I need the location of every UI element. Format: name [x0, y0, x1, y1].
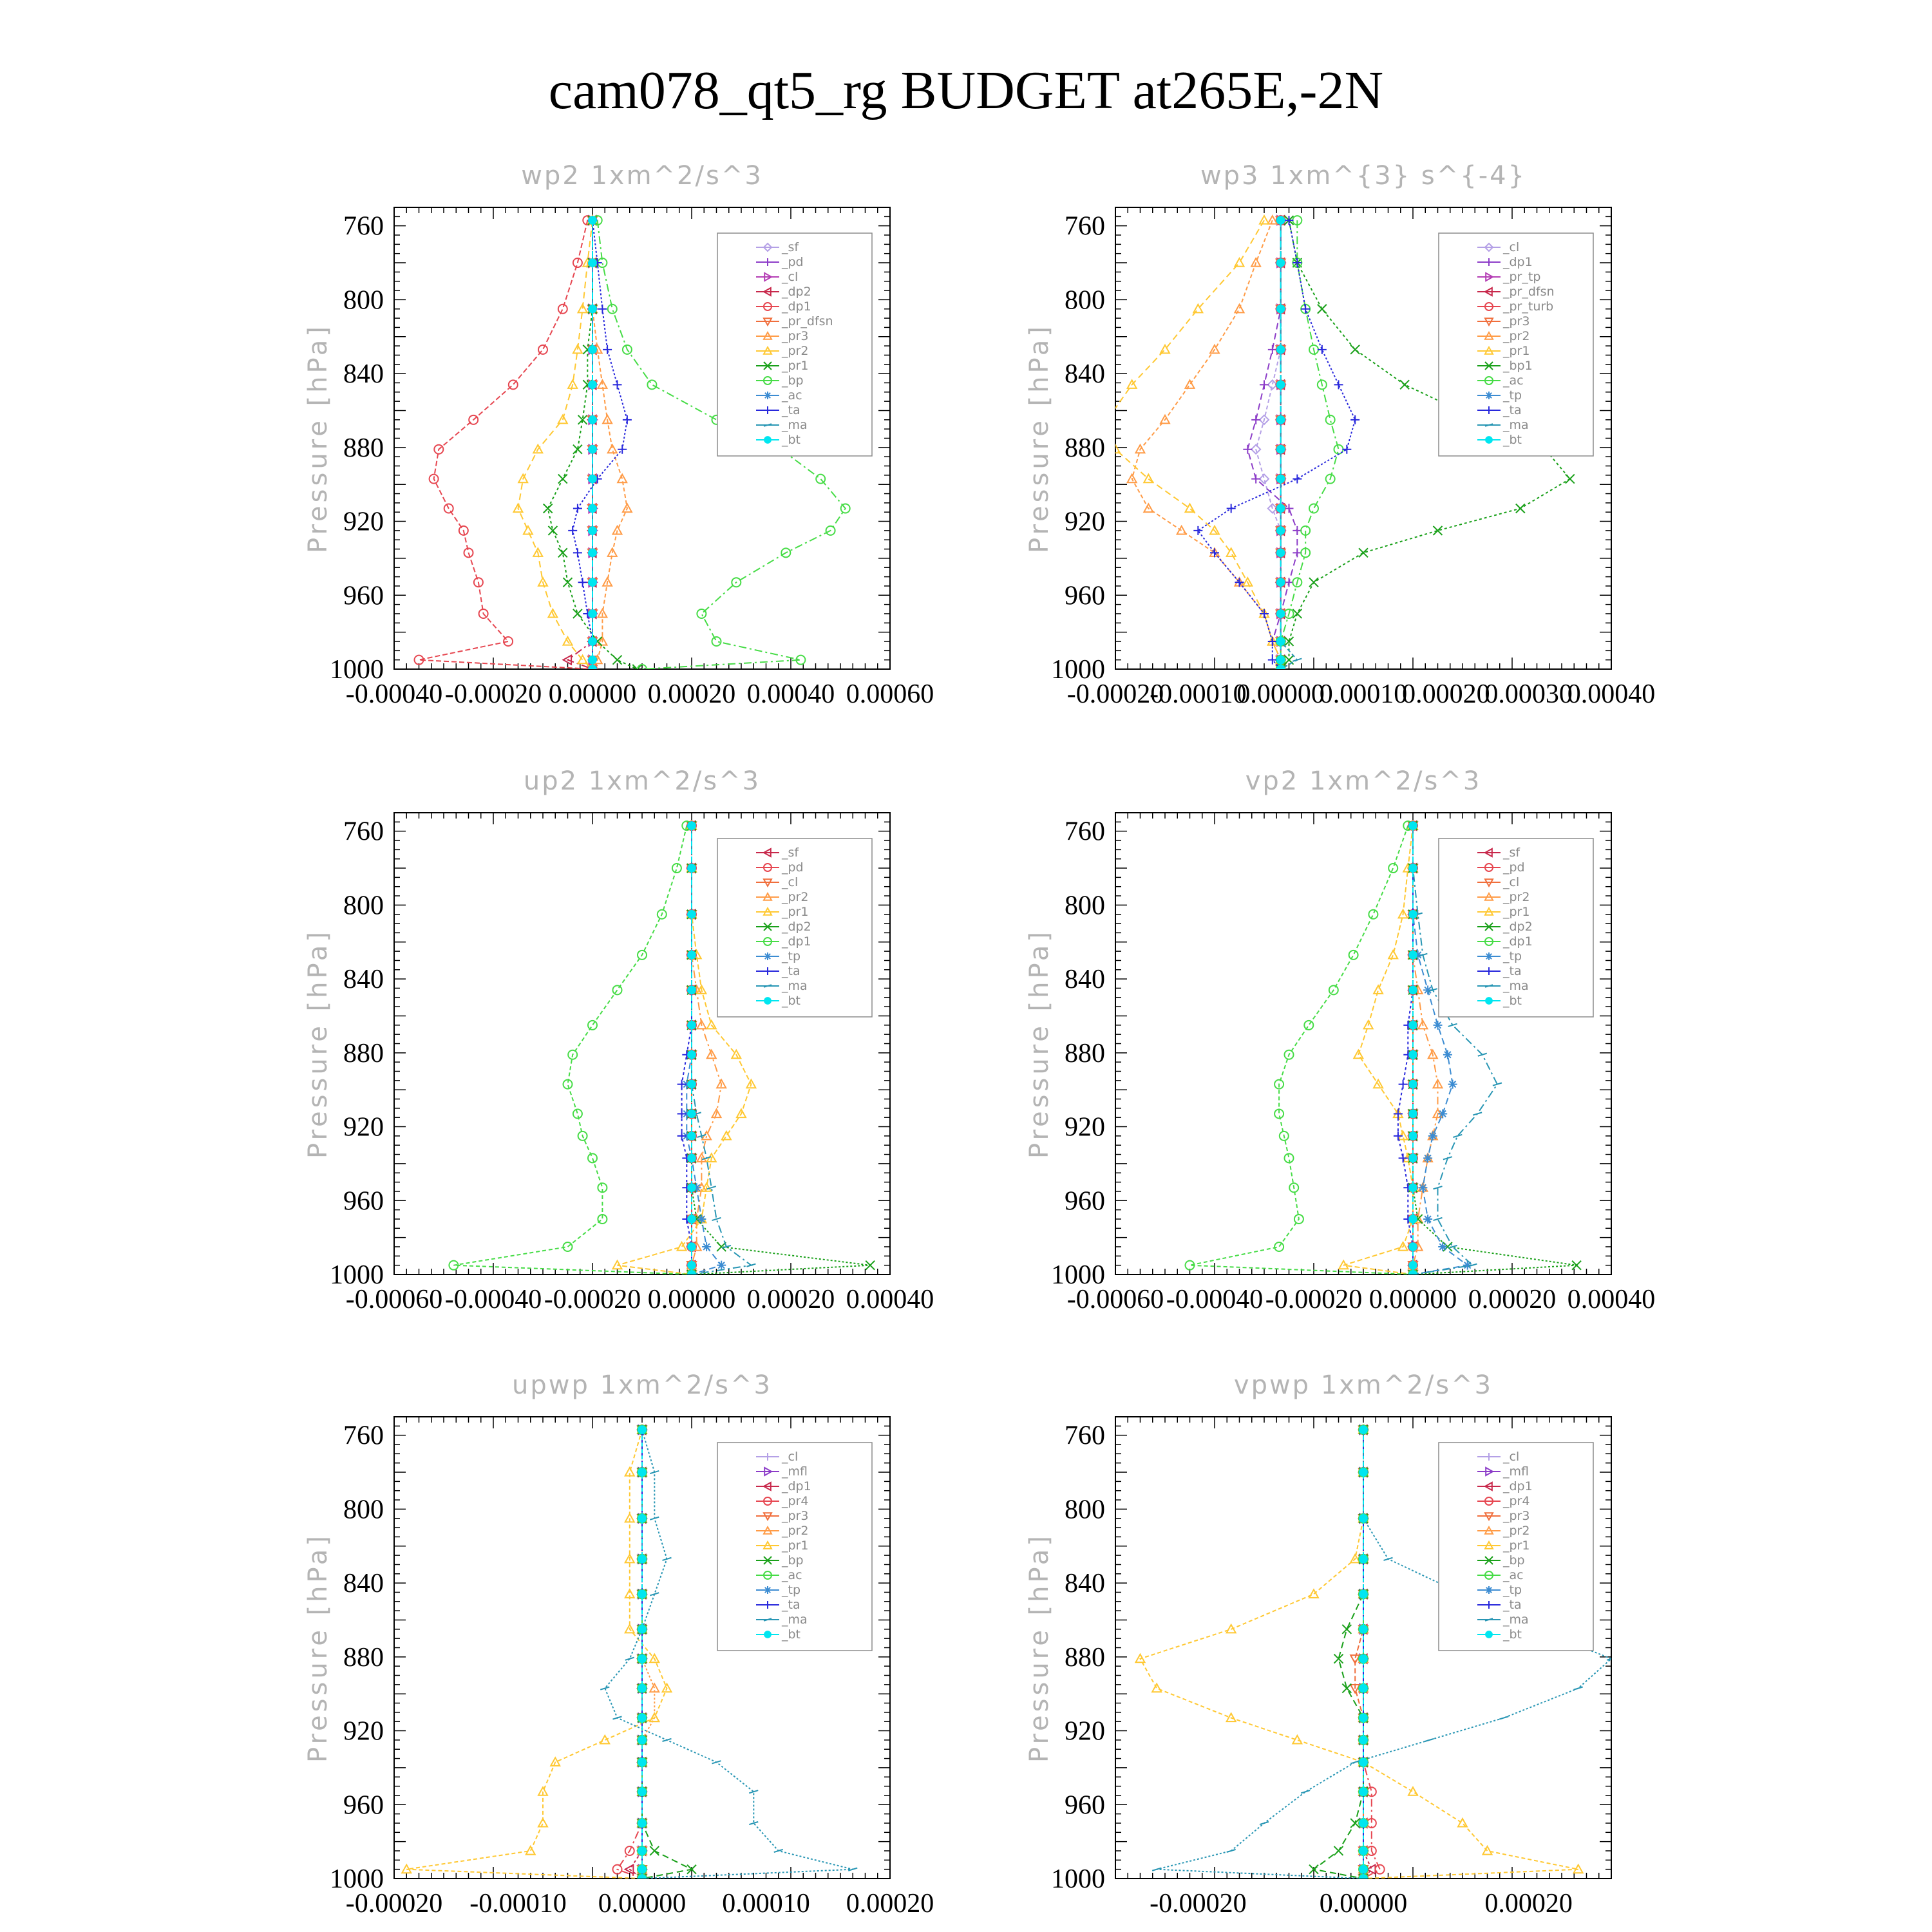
legend: [717, 838, 872, 1017]
legend-label: _cl: [1503, 1450, 1520, 1464]
data-point: [1276, 549, 1285, 557]
data-point: [1359, 1847, 1368, 1855]
legend-label: _pr2: [1503, 329, 1530, 343]
legend-label: _pr3: [1503, 1509, 1530, 1523]
y-tick-label: 960: [1065, 581, 1105, 611]
data-point: [1359, 1736, 1368, 1745]
y-tick-label: 840: [1065, 359, 1105, 390]
y-tick-label: 840: [343, 359, 384, 390]
legend-label: _pr1: [782, 1539, 809, 1553]
data-point: [1276, 610, 1285, 618]
legend-label: _pr3: [1503, 314, 1530, 328]
legend-label: _ta: [782, 403, 800, 417]
legend-label: _dp1: [782, 934, 811, 949]
legend-label: _pd: [782, 255, 804, 269]
data-point: [702, 1242, 711, 1251]
legend-label: _pr2: [782, 890, 809, 904]
data-point: [688, 1243, 696, 1251]
x-tick-label: -0.00020: [1265, 1285, 1363, 1314]
legend-label: _mfl: [782, 1464, 808, 1479]
y-tick-label: 800: [1065, 1495, 1105, 1525]
legend-marker: [1485, 392, 1493, 399]
legend-label: _pr_dfsn: [1503, 285, 1555, 299]
legend-label: _ac: [1503, 374, 1524, 388]
data-point: [1409, 951, 1417, 960]
data-point: [1409, 1132, 1417, 1141]
y-tick-label: 960: [343, 1186, 384, 1217]
legend: [1439, 838, 1593, 1017]
legend-label: _dp2: [782, 920, 811, 934]
data-point: [638, 1426, 647, 1434]
legend-label: _pd: [1503, 860, 1525, 875]
legend-label: _cl: [1503, 875, 1520, 889]
legend-label: _pr2: [782, 1524, 809, 1538]
data-point: [688, 822, 696, 830]
y-tick-label: 760: [1065, 211, 1105, 242]
legend-label: _bp1: [1503, 359, 1533, 373]
data-point: [1359, 1426, 1368, 1434]
legend-label: _ta: [782, 964, 800, 978]
legend-label: _ma: [782, 1613, 808, 1627]
data-point: [1276, 216, 1285, 225]
x-tick-label: -0.00020: [1066, 679, 1164, 709]
y-tick-label: 1000: [1051, 1864, 1105, 1894]
legend-label: _pr1: [1503, 344, 1530, 358]
legend-label: _bt: [1503, 994, 1522, 1008]
data-point: [1359, 1819, 1368, 1828]
x-tick-label: 0.00040: [846, 1285, 934, 1314]
legend-label: _dp1: [782, 299, 811, 314]
x-tick-label: 0.00020: [746, 1285, 835, 1314]
legend-label: _dp2: [1503, 920, 1533, 934]
legend-label: _pr_tp: [1503, 270, 1541, 284]
data-point: [1409, 986, 1417, 994]
x-tick-label: -0.00010: [1150, 679, 1247, 709]
y-tick-label: 920: [343, 507, 384, 537]
legend-label: _bt: [782, 1627, 801, 1642]
legend-label: _tp: [1503, 388, 1522, 402]
data-point: [1359, 1625, 1368, 1634]
legend: [1439, 233, 1593, 456]
y-tick-label: 960: [1065, 1790, 1105, 1821]
legend-marker: [1486, 437, 1493, 444]
data-point: [1409, 1184, 1417, 1192]
legend-label: _tp: [782, 1583, 801, 1597]
data-point: [1359, 1758, 1368, 1766]
x-tick-label: 0.00000: [647, 1285, 736, 1314]
data-point: [688, 1021, 696, 1030]
legend-marker: [764, 437, 772, 444]
x-tick-label: 0.00010: [722, 1889, 810, 1918]
data-point: [589, 656, 597, 664]
legend-label: _dp1: [782, 1479, 811, 1493]
x-tick-label: 0.00000: [1368, 1285, 1457, 1314]
y-tick-label: 880: [1065, 1642, 1105, 1672]
x-tick-label: -0.00020: [1150, 1889, 1247, 1918]
data-point: [638, 1847, 647, 1855]
data-point: [1276, 259, 1285, 267]
legend-label: _ma: [1503, 418, 1529, 432]
data-point: [1409, 910, 1417, 918]
data-point: [589, 346, 597, 354]
legend-label: _dp1: [1503, 255, 1533, 269]
data-point: [638, 1590, 647, 1598]
figure-title: cam078_qt5_rg BUDGET at265E,-2N: [548, 61, 1384, 120]
y-tick-label: 880: [343, 1038, 384, 1068]
data-point: [1409, 1050, 1417, 1059]
data-point: [638, 1736, 647, 1745]
y-tick-label: 1000: [330, 655, 384, 685]
data-point: [1276, 346, 1285, 354]
data-point: [688, 1261, 696, 1269]
legend-label: _bt: [782, 994, 801, 1008]
data-point: [1276, 305, 1285, 313]
legend-label: _sf: [1503, 846, 1520, 860]
data-point: [688, 910, 696, 918]
y-tick-label: 840: [343, 965, 384, 995]
y-tick-label: 880: [343, 1642, 384, 1672]
y-tick-label: 880: [1065, 433, 1105, 463]
data-point: [589, 475, 597, 483]
y-tick-label: 760: [1065, 817, 1105, 847]
legend-label: _ac: [1503, 1568, 1524, 1582]
legend-label: _ma: [782, 979, 808, 993]
data-point: [1418, 1183, 1427, 1192]
x-tick-label: 0.00060: [846, 679, 934, 709]
x-tick-label: 0.00040: [746, 679, 835, 709]
x-tick-label: 0.00000: [548, 679, 637, 709]
data-point: [638, 1788, 647, 1796]
data-point: [688, 1050, 696, 1059]
y-axis-label: Pressure [hPa]: [303, 929, 333, 1159]
legend-label: _pr1: [1503, 1539, 1530, 1553]
legend-marker: [764, 998, 772, 1005]
legend-label: _pr1: [782, 359, 809, 373]
legend-label: _bp: [782, 374, 804, 388]
legend-label: _tp: [782, 949, 801, 963]
x-tick-label: 0.00000: [1319, 1889, 1408, 1918]
data-point: [1359, 1514, 1368, 1522]
legend-marker: [1486, 998, 1493, 1005]
y-axis-label: Pressure [hPa]: [1025, 929, 1054, 1159]
x-tick-label: 0.00040: [1567, 679, 1656, 709]
legend-label: _pr1: [1503, 905, 1530, 919]
data-point: [1276, 475, 1285, 483]
x-tick-label: 0.00020: [1468, 1285, 1557, 1314]
data-point: [589, 578, 597, 587]
legend-label: _pr_dfsn: [782, 314, 833, 328]
y-tick-label: 960: [343, 581, 384, 611]
legend-label: _ma: [1503, 979, 1529, 993]
y-axis-label: Pressure [hPa]: [1025, 1533, 1054, 1763]
data-point: [638, 1468, 647, 1477]
legend-marker: [1485, 1586, 1493, 1594]
legend-label: _ta: [1503, 964, 1522, 978]
data-point: [589, 259, 597, 267]
legend-label: _pr4: [1503, 1494, 1530, 1508]
legend-label: _sf: [782, 846, 799, 860]
legend-label: _ta: [782, 1598, 800, 1612]
x-tick-label: -0.00040: [444, 1285, 542, 1314]
data-point: [638, 1758, 647, 1766]
data-point: [688, 1215, 696, 1224]
legend-label: _ma: [782, 418, 808, 432]
data-point: [1276, 504, 1285, 513]
x-tick-label: 0.00020: [846, 1889, 934, 1918]
x-tick-label: -0.00020: [544, 1285, 641, 1314]
data-point: [638, 1654, 647, 1663]
data-point: [589, 381, 597, 389]
data-point: [589, 305, 597, 313]
data-point: [638, 1714, 647, 1722]
y-tick-label: 1000: [1051, 655, 1105, 685]
legend-label: _pd: [782, 860, 804, 875]
y-tick-label: 800: [1065, 891, 1105, 921]
legend-label: _pr2: [1503, 1524, 1530, 1538]
data-point: [1409, 1261, 1417, 1269]
y-axis-label: Pressure [hPa]: [303, 1533, 333, 1763]
legend-label: _pr4: [782, 1494, 809, 1508]
data-point: [1409, 1080, 1417, 1088]
data-point: [688, 1080, 696, 1088]
y-tick-label: 920: [343, 1716, 384, 1747]
x-tick-label: -0.00040: [1166, 1285, 1264, 1314]
data-point: [688, 1184, 696, 1192]
data-point: [1409, 822, 1417, 830]
panel-title: wp2 1xm^2/s^3: [521, 161, 763, 191]
data-point: [1276, 416, 1285, 424]
data-point: [638, 1555, 647, 1564]
y-tick-label: 800: [343, 1495, 384, 1525]
legend-label: _pr3: [782, 329, 809, 343]
y-tick-label: 760: [343, 211, 384, 242]
panel-title: upwp 1xm^2/s^3: [512, 1370, 772, 1400]
legend: [717, 233, 872, 456]
y-tick-label: 800: [1065, 285, 1105, 316]
legend-label: _cl: [782, 1450, 799, 1464]
data-point: [1276, 445, 1285, 453]
data-point: [589, 416, 597, 424]
x-tick-label: 0.00000: [1236, 679, 1325, 709]
data-point: [1409, 1154, 1417, 1162]
data-point: [1438, 1109, 1447, 1118]
data-point: [638, 1514, 647, 1522]
x-tick-label: 0.00020: [1484, 1889, 1573, 1918]
x-tick-label: -0.00040: [345, 679, 443, 709]
legend-label: _cl: [782, 875, 799, 889]
legend-label: _pr2: [1503, 890, 1530, 904]
data-point: [688, 1132, 696, 1141]
legend-label: _dp1: [1503, 1479, 1533, 1493]
data-point: [688, 864, 696, 873]
data-point: [1409, 864, 1417, 873]
legend-label: _dp2: [782, 285, 811, 299]
x-tick-label: 0.00020: [647, 679, 736, 709]
legend-label: _pr2: [782, 344, 809, 358]
data-point: [1359, 1555, 1368, 1564]
data-point: [1409, 1021, 1417, 1030]
y-tick-label: 920: [1065, 1716, 1105, 1747]
y-axis-label: Pressure [hPa]: [1025, 323, 1054, 553]
data-point: [589, 638, 597, 646]
y-tick-label: 960: [1065, 1186, 1105, 1217]
y-tick-label: 920: [1065, 507, 1105, 537]
data-point: [1443, 1050, 1452, 1059]
data-point: [589, 549, 597, 557]
data-point: [1276, 527, 1285, 535]
data-point: [589, 445, 597, 453]
y-tick-label: 760: [1065, 1421, 1105, 1451]
y-tick-label: 800: [343, 891, 384, 921]
y-tick-label: 880: [1065, 1038, 1105, 1068]
legend-label: _ac: [782, 388, 802, 402]
legend-marker: [1485, 952, 1493, 960]
y-tick-label: 840: [1065, 965, 1105, 995]
legend-marker: [764, 952, 772, 960]
y-axis-label: Pressure [hPa]: [303, 323, 333, 553]
legend-marker: [764, 1586, 772, 1594]
y-tick-label: 880: [343, 433, 384, 463]
x-tick-label: -0.00020: [345, 1889, 443, 1918]
legend-label: _dp1: [1503, 934, 1533, 949]
legend-label: _ma: [1503, 1613, 1529, 1627]
data-point: [1359, 1788, 1368, 1796]
data-point: [589, 527, 597, 535]
y-tick-label: 760: [343, 1421, 384, 1451]
data-point: [1359, 1468, 1368, 1477]
x-tick-label: 0.00040: [1567, 1285, 1656, 1314]
data-point: [688, 986, 696, 994]
x-tick-label: 0.00030: [1484, 679, 1573, 709]
y-tick-label: 840: [1065, 1569, 1105, 1599]
y-tick-label: 1000: [330, 1864, 384, 1894]
legend-marker: [764, 392, 772, 399]
y-tick-label: 1000: [330, 1260, 384, 1290]
legend-marker: [764, 1631, 772, 1638]
legend-label: _cl: [1503, 240, 1520, 254]
data-point: [1276, 638, 1285, 646]
data-point: [688, 951, 696, 960]
data-point: [1359, 1654, 1368, 1663]
x-tick-label: -0.00020: [444, 679, 542, 709]
y-tick-label: 920: [1065, 1112, 1105, 1142]
data-point: [1409, 1110, 1417, 1118]
legend-label: _bt: [1503, 433, 1522, 447]
x-tick-label: -0.00060: [345, 1285, 443, 1314]
x-tick-label: -0.00060: [1066, 1285, 1164, 1314]
legend-label: _tp: [1503, 1583, 1522, 1597]
panel-title: wp3 1xm^{3} s^{-4}: [1200, 161, 1527, 191]
data-point: [589, 610, 597, 618]
data-point: [638, 1819, 647, 1828]
legend-label: _mfl: [1503, 1464, 1529, 1479]
data-point: [589, 504, 597, 513]
data-point: [1359, 1865, 1368, 1873]
data-point: [1409, 1243, 1417, 1251]
data-point: [1276, 656, 1285, 664]
legend-marker: [1486, 1631, 1493, 1638]
data-point: [1409, 1215, 1417, 1224]
data-point: [1276, 578, 1285, 587]
data-point: [638, 1865, 647, 1873]
data-point: [1359, 1590, 1368, 1598]
legend-label: _bp: [782, 1553, 804, 1567]
legend-label: _ta: [1503, 403, 1522, 417]
panel-title: vpwp 1xm^2/s^3: [1233, 1370, 1493, 1400]
y-tick-label: 840: [343, 1569, 384, 1599]
data-point: [1428, 1132, 1437, 1141]
legend-label: _bt: [1503, 1627, 1522, 1642]
legend-label: _pr3: [782, 1509, 809, 1523]
y-tick-label: 920: [343, 1112, 384, 1142]
legend-label: _ac: [782, 1568, 802, 1582]
data-point: [589, 216, 597, 225]
panel-title: up2 1xm^2/s^3: [523, 766, 761, 796]
data-point: [638, 1625, 647, 1634]
y-tick-label: 1000: [1051, 1260, 1105, 1290]
data-point: [688, 1154, 696, 1162]
data-point: [688, 1110, 696, 1118]
legend-label: _pr1: [782, 905, 809, 919]
data-point: [1438, 1242, 1447, 1251]
legend: [1439, 1443, 1593, 1651]
data-point: [1359, 1684, 1368, 1692]
legend-label: _pr_turb: [1503, 299, 1554, 314]
data-point: [638, 1684, 647, 1692]
x-tick-label: 0.00000: [598, 1889, 687, 1918]
legend-label: _bp: [1503, 1553, 1525, 1567]
legend-label: _bt: [782, 433, 801, 447]
x-tick-label: 0.00010: [1319, 679, 1408, 709]
x-tick-label: -0.00010: [469, 1889, 567, 1918]
legend: [717, 1443, 872, 1651]
y-tick-label: 960: [343, 1790, 384, 1821]
legend-label: _tp: [1503, 949, 1522, 963]
panel-title: vp2 1xm^2/s^3: [1245, 766, 1482, 796]
legend-label: _sf: [782, 240, 799, 254]
x-tick-label: 0.00020: [1402, 679, 1490, 709]
y-tick-label: 800: [343, 285, 384, 316]
legend-label: _cl: [782, 270, 799, 284]
legend-label: _ta: [1503, 1598, 1522, 1612]
data-point: [1276, 381, 1285, 389]
y-tick-label: 760: [343, 817, 384, 847]
data-point: [1359, 1714, 1368, 1722]
